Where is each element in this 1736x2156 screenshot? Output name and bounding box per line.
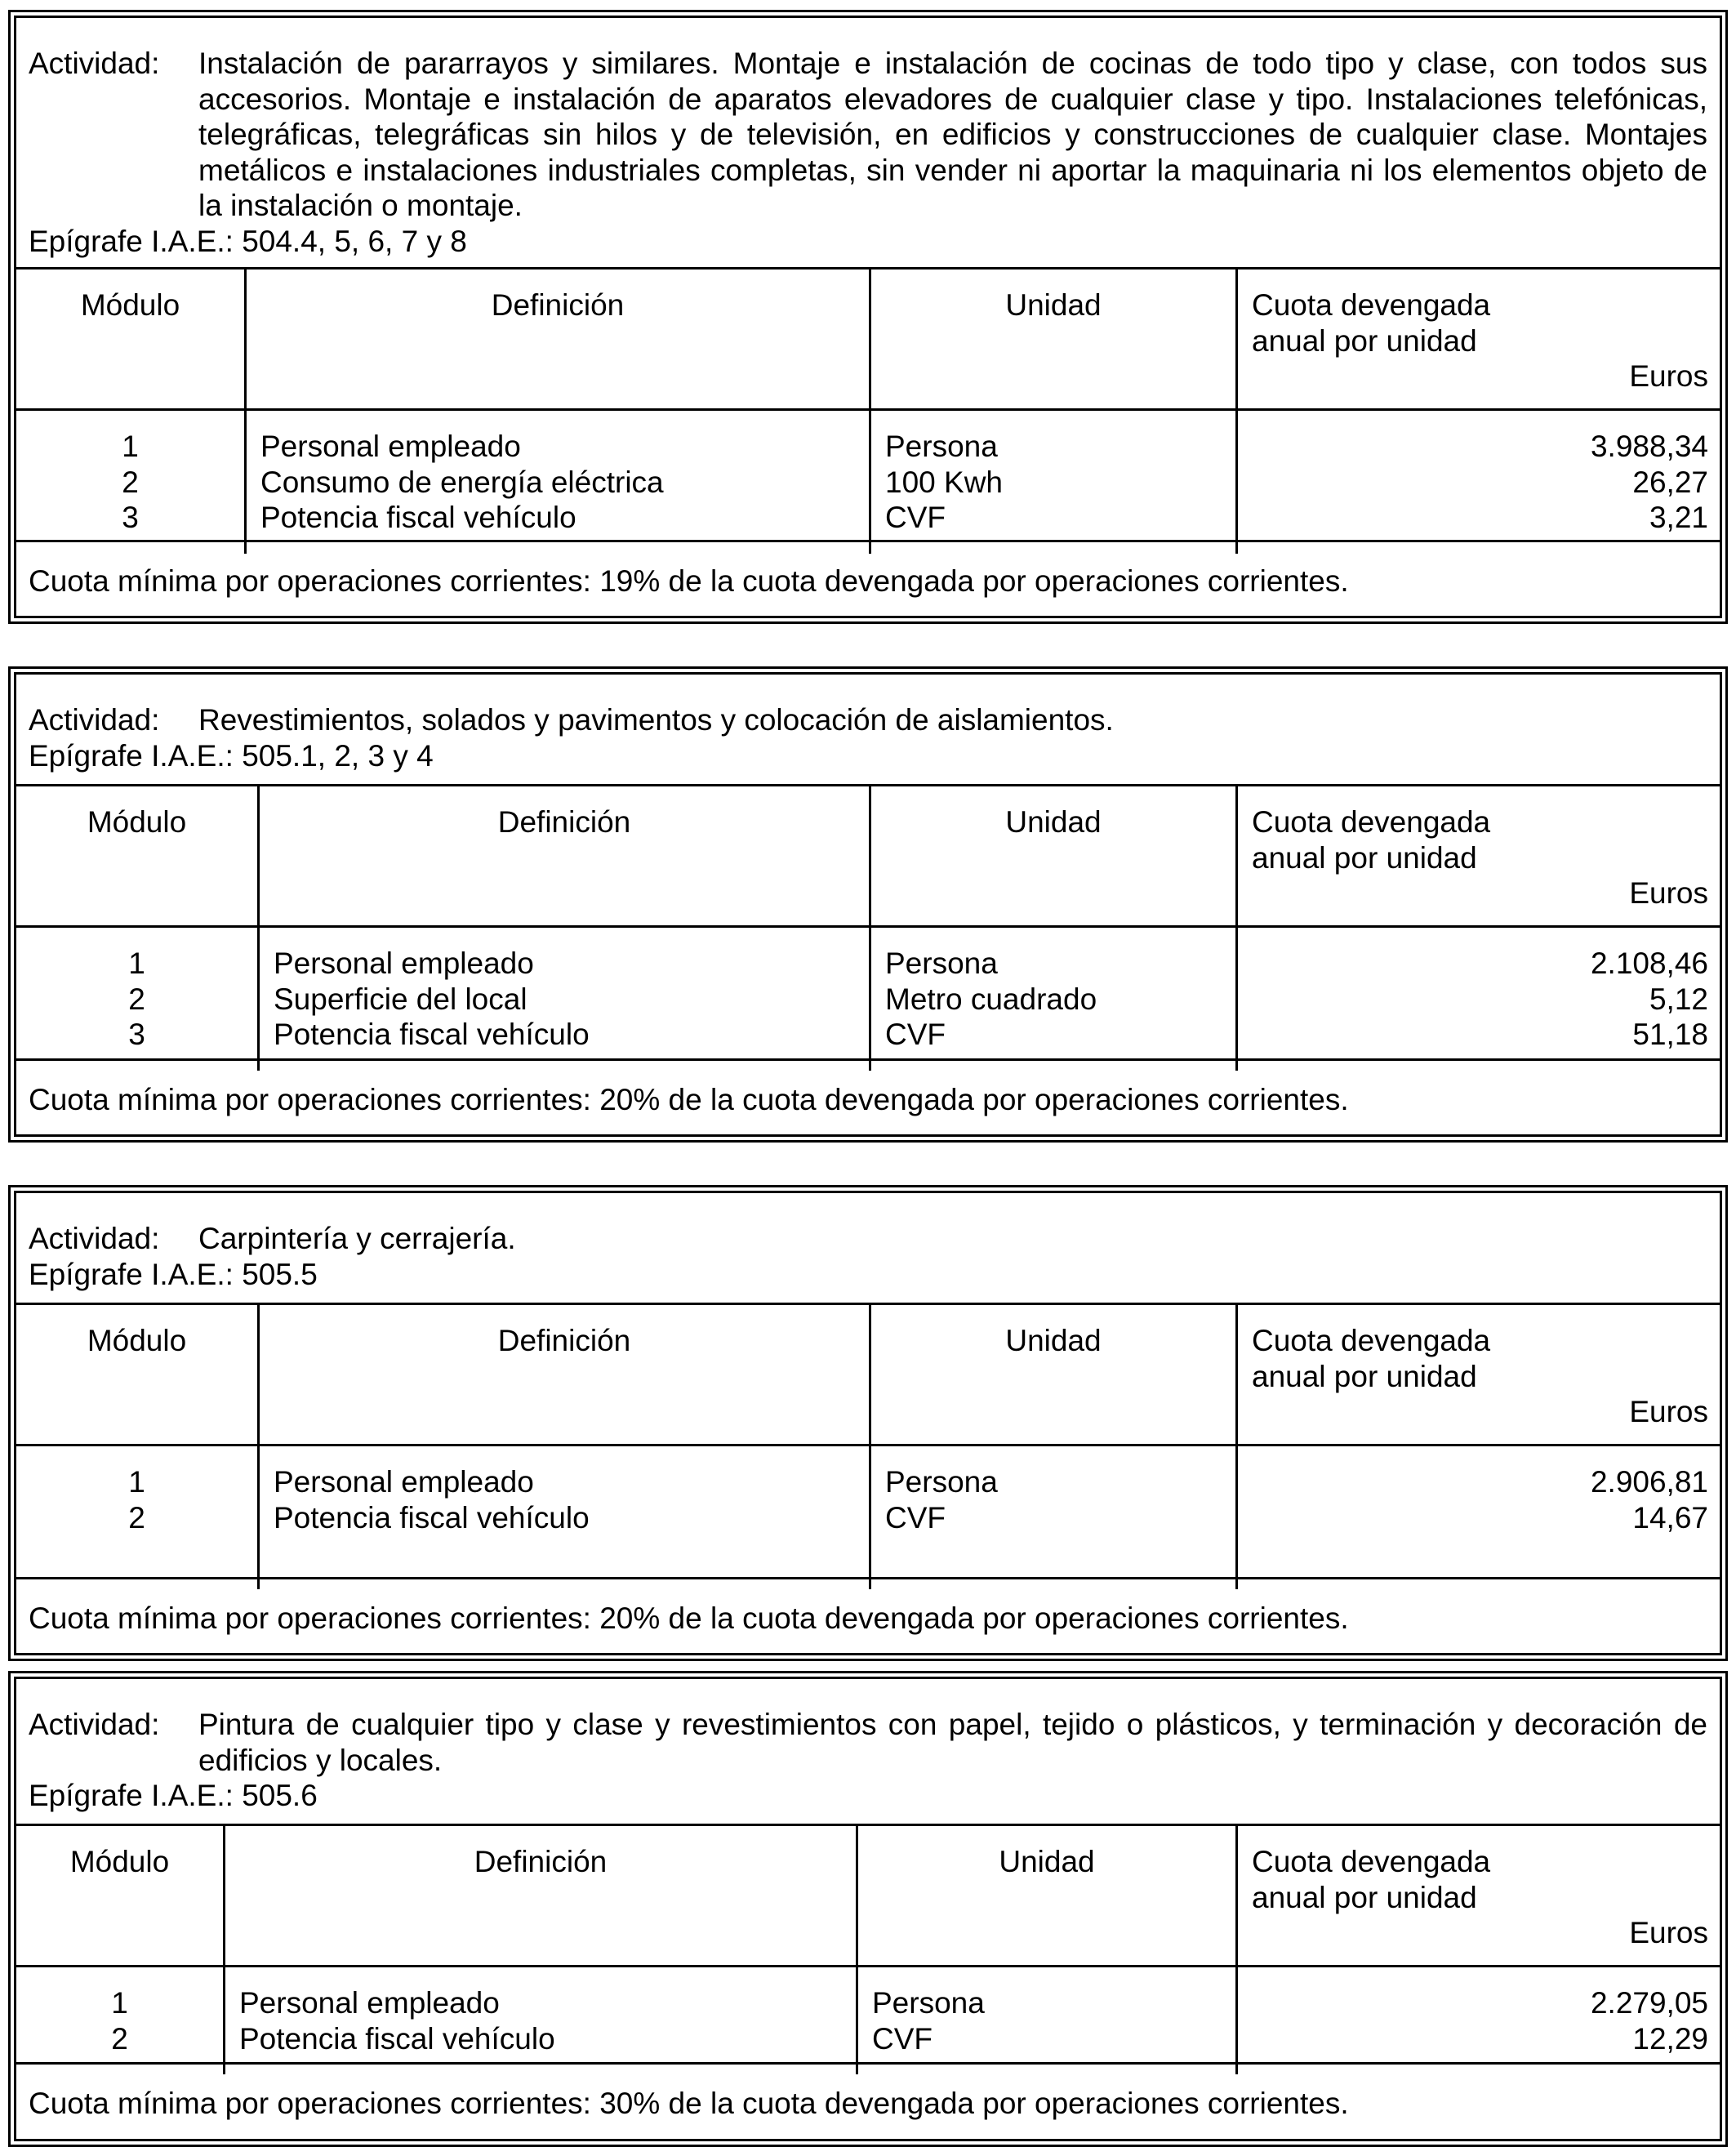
activity-header (16, 675, 1720, 786)
col-unidad: Unidad (858, 1826, 1238, 1965)
table-row-cuota: 26,27 (1632, 465, 1708, 499)
activity-header (16, 1679, 1720, 1826)
cuota-line1: Cuota devengada (1252, 288, 1491, 322)
table-row-unidad: Persona (885, 947, 998, 980)
table-row-modulo: 1 (128, 1465, 145, 1499)
activity-block-4 (8, 1671, 1728, 2147)
actividad-label: Actividad: (29, 703, 160, 737)
actividad-text: Carpintería y cerrajería. (198, 1222, 516, 1255)
cuota-line2: anual por unidad (1252, 1880, 1477, 1914)
col-modulo-values (16, 1967, 225, 2074)
table-row-modulo: 3 (122, 501, 139, 534)
table-body (16, 928, 1720, 1071)
col-modulo-values (16, 1446, 260, 1589)
cuota-line2: anual por unidad (1252, 323, 1477, 358)
table-row-unidad: Persona (885, 430, 998, 463)
col-modulo-values (16, 411, 247, 554)
table-row-definicion: Superficie del local (274, 982, 527, 1016)
table-row-definicion: Personal empleado (274, 1465, 534, 1499)
actividad-text: Pintura de cualquier tipo y clase y revestimientos con papel, tejido o plásticos, y terminación y decoración de edificios y locales. (198, 1708, 1707, 1777)
table-header (16, 270, 1720, 411)
table-row-cuota: 3,21 (1649, 501, 1708, 534)
table-row-unidad: CVF (885, 501, 946, 534)
epigrafe-value: 504.4, 5, 6, 7 y 8 (242, 224, 467, 258)
table-row-unidad: Persona (872, 1986, 985, 2020)
cuota-line1: Cuota devengada (1252, 1324, 1491, 1357)
col-modulo: Módulo (16, 270, 247, 408)
table-header (16, 1826, 1720, 1967)
epigrafe-label: Epígrafe I.A.E.: (29, 224, 234, 258)
table-row-unidad: Metro cuadrado (885, 982, 1097, 1016)
col-unidad: Unidad (871, 270, 1238, 408)
epigrafe-line (29, 738, 1707, 774)
table-row-modulo: 3 (128, 1018, 145, 1051)
euros-label: Euros (1629, 1916, 1708, 1949)
col-definicion-values (260, 928, 871, 1071)
table-row-cuota: 12,29 (1632, 2021, 1708, 2056)
col-cuota-values (1238, 1446, 1720, 1589)
col-unidad: Unidad (871, 786, 1238, 925)
table-row-modulo: 1 (128, 947, 145, 980)
col-definicion: Definición (260, 1305, 871, 1444)
table-row-modulo: 1 (111, 1986, 128, 2020)
table-row-modulo: 2 (111, 2021, 128, 2056)
table-row-cuota: 14,67 (1632, 1500, 1708, 1535)
euros-label: Euros (1629, 1395, 1708, 1428)
epigrafe-value: 505.1, 2, 3 y 4 (242, 738, 434, 773)
euros-label: Euros (1629, 359, 1708, 393)
col-modulo: Módulo (16, 1826, 225, 1965)
euros-label: Euros (1629, 876, 1708, 910)
activity-block-1 (8, 10, 1728, 624)
activity-header (16, 1193, 1720, 1305)
actividad-label: Actividad: (29, 1708, 160, 1741)
epigrafe-line (29, 1778, 1707, 1814)
col-unidad-values (871, 411, 1238, 554)
epigrafe-value: 505.6 (242, 1779, 318, 1812)
col-modulo: Módulo (16, 786, 260, 925)
cuota-line1: Cuota devengada (1252, 805, 1491, 839)
epigrafe-line (29, 1257, 1707, 1293)
cuota-line1: Cuota devengada (1252, 1845, 1491, 1878)
epigrafe-label: Epígrafe I.A.E.: (29, 738, 234, 773)
table-row-definicion: Potencia fiscal vehículo (260, 501, 576, 534)
epigrafe-label: Epígrafe I.A.E.: (29, 1779, 234, 1812)
col-definicion: Definición (260, 786, 871, 925)
table-row-cuota: 2.906,81 (1590, 1465, 1708, 1499)
cuota-line2: anual por unidad (1252, 840, 1477, 875)
epigrafe-value: 505.5 (242, 1257, 318, 1291)
table-row-cuota: 2.108,46 (1590, 947, 1708, 980)
epigrafe-line (29, 224, 1707, 260)
cuota-minima: Cuota mínima por operaciones corrientes: 19% de la cuota devengada por operaciones corrientes. (16, 540, 1720, 616)
table-row-unidad: CVF (885, 1500, 946, 1535)
col-unidad: Unidad (871, 1305, 1238, 1444)
table-row-definicion: Personal empleado (274, 947, 534, 980)
col-unidad-values (871, 928, 1238, 1071)
col-modulo: Módulo (16, 1305, 260, 1444)
cuota-minima: Cuota mínima por operaciones corrientes: 20% de la cuota devengada por operaciones corrientes. (16, 1577, 1720, 1653)
table-row-cuota: 5,12 (1649, 982, 1708, 1016)
cuota-minima: Cuota mínima por operaciones corrientes: 30% de la cuota devengada por operaciones corrientes. (16, 2062, 1720, 2139)
activity-block-3 (8, 1185, 1728, 1661)
col-cuota (1238, 786, 1720, 925)
activity-header (16, 18, 1720, 270)
table-row-modulo: 2 (128, 1500, 145, 1535)
table-row-definicion: Potencia fiscal vehículo (239, 2021, 555, 2056)
col-definicion-values (260, 1446, 871, 1589)
actividad-label: Actividad: (29, 47, 160, 80)
table-body (16, 1446, 1720, 1589)
table-row-unidad: 100 Kwh (885, 465, 1003, 499)
table-body (16, 411, 1720, 554)
col-definicion-values (247, 411, 871, 554)
col-cuota-values (1238, 1967, 1720, 2074)
table-row-cuota: 2.279,05 (1590, 1986, 1708, 2020)
table-row-cuota: 3.988,34 (1590, 430, 1708, 463)
actividad-text: Instalación de pararrayos y similares. Montaje e instalación de cocinas de todo tipo y clase, con todos sus accesorios. Montaje e instalación de aparatos elevadores de cualquier clase y tipo. Instalaciones telefónicas, telegráficas, telegráficas sin hilos y de televisión, en edificios y construcciones de cualquier clase. Montajes metálicos e instalaciones industriales completas, sin vender ni aportar la maquinaria ni los elementos objeto de la instalación o montaje. (198, 47, 1707, 222)
table-row-modulo: 1 (122, 430, 139, 463)
table-row-modulo: 2 (122, 465, 139, 499)
col-definicion: Definición (247, 270, 871, 408)
table-row-definicion: Consumo de energía eléctrica (260, 465, 664, 499)
col-modulo-values (16, 928, 260, 1071)
col-unidad-values (858, 1967, 1238, 2074)
table-row-definicion: Potencia fiscal vehículo (274, 1018, 590, 1051)
cuota-minima: Cuota mínima por operaciones corrientes: 20% de la cuota devengada por operaciones corrientes. (16, 1058, 1720, 1134)
table-row-definicion: Personal empleado (260, 430, 521, 463)
epigrafe-label: Epígrafe I.A.E.: (29, 1257, 234, 1291)
col-cuota (1238, 270, 1720, 408)
table-row-modulo: 2 (128, 982, 145, 1016)
actividad-label: Actividad: (29, 1222, 160, 1255)
table-header (16, 786, 1720, 928)
activity-block-2 (8, 666, 1728, 1143)
table-row-definicion: Personal empleado (239, 1986, 500, 2020)
col-definicion-values (225, 1967, 858, 2074)
table-body (16, 1967, 1720, 2074)
table-row-cuota: 51,18 (1632, 1018, 1708, 1051)
table-header (16, 1305, 1720, 1446)
col-cuota (1238, 1826, 1720, 1965)
table-row-unidad: CVF (872, 2021, 933, 2056)
table-row-definicion: Potencia fiscal vehículo (274, 1500, 590, 1535)
table-row-unidad: Persona (885, 1465, 998, 1499)
col-cuota (1238, 1305, 1720, 1444)
col-definicion: Definición (225, 1826, 858, 1965)
actividad-text: Revestimientos, solados y pavimentos y colocación de aislamientos. (198, 703, 1114, 737)
table-row-unidad: CVF (885, 1018, 946, 1051)
col-cuota-values (1238, 411, 1720, 554)
col-unidad-values (871, 1446, 1238, 1589)
cuota-line2: anual por unidad (1252, 1359, 1477, 1393)
col-cuota-values (1238, 928, 1720, 1071)
